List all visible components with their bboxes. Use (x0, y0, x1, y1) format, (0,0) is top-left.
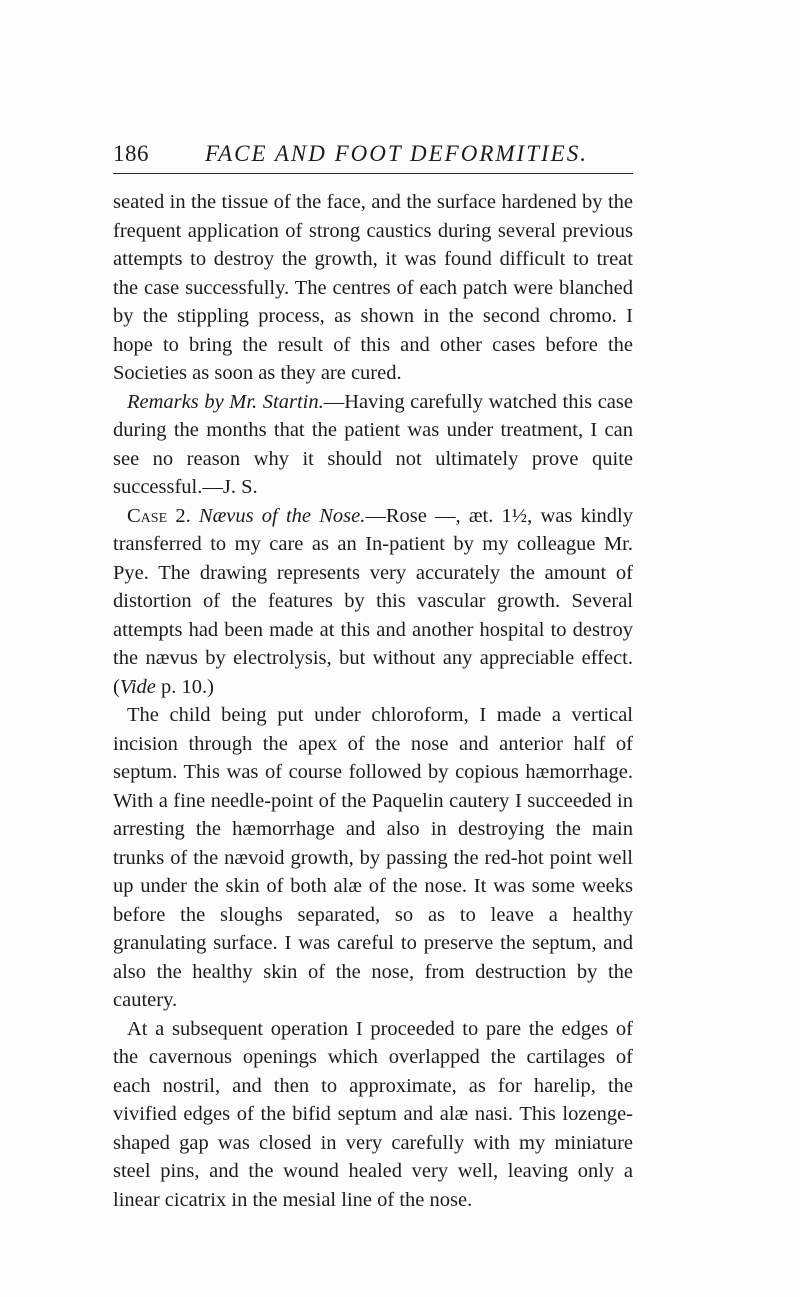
page-number: 186 (113, 141, 149, 166)
paragraph-operation (113, 701, 633, 1015)
remarks-lead: Remarks by Mr. Startin. (127, 390, 324, 413)
case-label: Case 2. (127, 504, 191, 527)
paragraph-remarks (113, 388, 633, 502)
paragraph-continuation (113, 188, 633, 388)
vide-reference: Vide (119, 675, 156, 698)
paragraph-text: —Having carefully watched this case during the months that the patient was under treatment, I can see no reason why it should not ultimately prove quite successful.—J. S. (113, 390, 633, 498)
running-title: FACE AND FOOT DEFORMITIES. (205, 141, 588, 166)
page-reference: p. 10.) (155, 675, 214, 698)
running-head (113, 137, 633, 171)
body-text (113, 188, 633, 1214)
paragraph-text: The child being put under chloroform, I made a vertical incision through the apex of the nose and anterior half of septum. This was of course followed by copious hæmorrhage. With a fine needle-point of the Paquelin cautery I succeeded in arresting the hæmorrhage and also in destroying the main trunks of the nævoid growth, by passing the red-hot point well up under the skin of both alæ of the nose. It was some weeks before the sloughs separated, so as to leave a healthy granulating surface. I was careful to preserve the septum, and also the healthy skin of the nose, from destruction by the cautery. (113, 704, 633, 1011)
paragraph-text: seated in the tissue of the face, and the surface hardened by the frequent application of strong caustics during several previous attempts to destroy the growth, it was found difficult to treat the case successfully. The centres of each patch were blanched by the stippling process, as shown in the second chromo. I hope to bring the result of this and other cases before the Societies as soon as they are cured. (113, 191, 633, 384)
paragraph-text: At a subsequent operation I proceeded to pare the edges of the cavernous openings which overlapped the cartilages of each nostril, and then to approximate, as for harelip, the vivified edges of the bifid septum and alæ nasi. This lozenge-shaped gap was closed in very carefully with my miniature steel pins, and the wound healed very well, leaving only a linear cicatrix in the mesial line of the nose. (113, 1017, 633, 1211)
paragraph-text: —Rose —, æt. 1½, was kindly transferred to my care as an In-patient by my colleague Mr. Pye. The drawing represents very accurately the amount of distortion of the features by this vascular growth. Several attempts had been made at this and another hospital to destroy the nævus by electrolysis, but without any appreciable effect. ( (113, 504, 633, 698)
paragraph-case-2 (113, 502, 633, 702)
case-title: Nævus of the Nose. (198, 504, 366, 527)
paragraph-subsequent-operation (113, 1015, 633, 1215)
header-rule (113, 173, 633, 174)
